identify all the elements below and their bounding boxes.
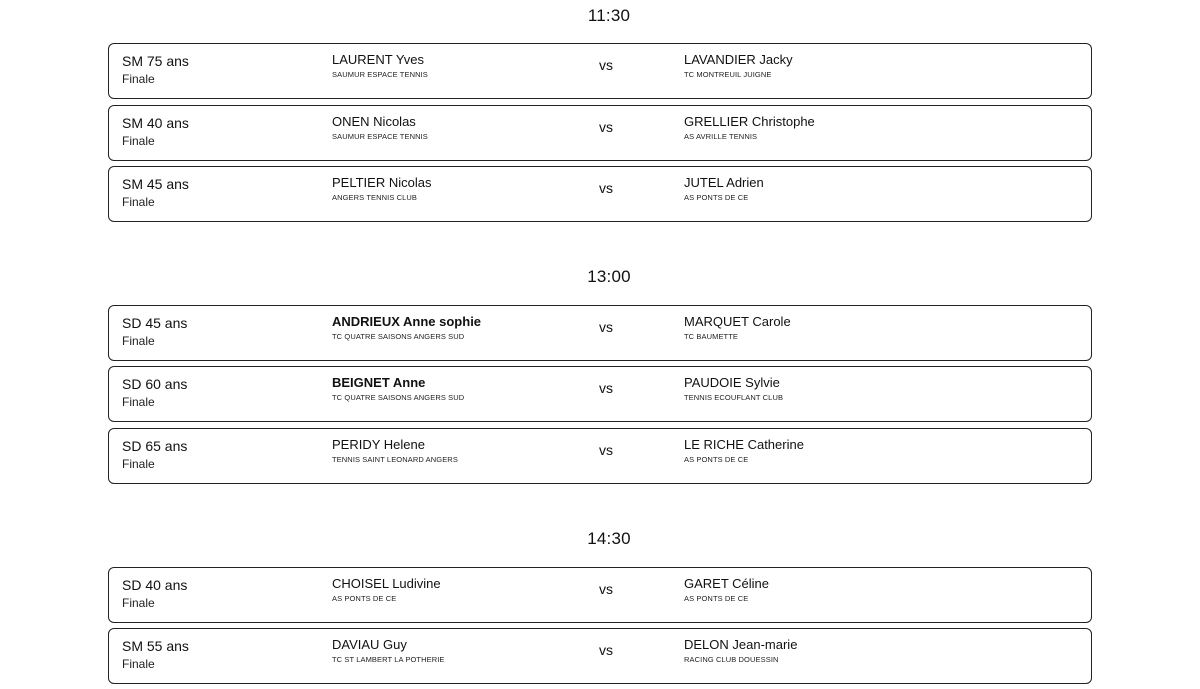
player1-club: SAUMUR ESPACE TENNIS: [332, 132, 428, 141]
player1-club: TC QUATRE SAISONS ANGERS SUD: [332, 332, 465, 341]
match-card: [108, 166, 1092, 222]
versus-label: vs: [599, 380, 613, 396]
player2-name: GRELLIER Christophe: [684, 114, 815, 129]
player1-club: TC ST LAMBERT LA POTHERIE: [332, 655, 445, 664]
player1-name: CHOISEL Ludivine: [332, 576, 441, 591]
match-category: SM 45 ans: [122, 176, 189, 192]
player1-name: DAVIAU Guy: [332, 637, 407, 652]
player1-club: SAUMUR ESPACE TENNIS: [332, 70, 428, 79]
match-card: [108, 43, 1092, 99]
player1-name: PELTIER Nicolas: [332, 175, 432, 190]
match-category: SM 75 ans: [122, 53, 189, 69]
player2-club: TENNIS ECOUFLANT CLUB: [684, 393, 784, 402]
player2-name: DELON Jean-marie: [684, 637, 798, 652]
match-round: Finale: [122, 195, 155, 209]
versus-label: vs: [599, 119, 613, 135]
player2-name: JUTEL Adrien: [684, 175, 764, 190]
match-card: [108, 428, 1092, 484]
player2-club: TC MONTREUIL JUIGNE: [684, 70, 772, 79]
player2-name: LAVANDIER Jacky: [684, 52, 793, 67]
versus-label: vs: [599, 442, 613, 458]
player2-club: AS PONTS DE CE: [684, 193, 749, 202]
player2-club: AS PONTS DE CE: [684, 594, 749, 603]
match-round: Finale: [122, 596, 155, 610]
versus-label: vs: [599, 642, 613, 658]
versus-label: vs: [599, 581, 613, 597]
player1-name: ONEN Nicolas: [332, 114, 416, 129]
match-category: SD 45 ans: [122, 315, 188, 331]
player2-name: MARQUET Carole: [684, 314, 791, 329]
match-round: Finale: [122, 72, 155, 86]
versus-label: vs: [599, 180, 613, 196]
match-card: [108, 567, 1092, 623]
session-time-heading: 13:00: [587, 267, 631, 286]
match-category: SD 40 ans: [122, 577, 188, 593]
versus-label: vs: [599, 57, 613, 73]
match-round: Finale: [122, 657, 155, 671]
match-card: [108, 366, 1092, 422]
player1-name-winner: BEIGNET Anne: [332, 375, 426, 390]
player1-club: ANGERS TENNIS CLUB: [332, 193, 418, 202]
player1-name-winner: ANDRIEUX Anne sophie: [332, 314, 482, 329]
player2-club: AS PONTS DE CE: [684, 455, 749, 464]
match-card: [108, 105, 1092, 161]
match-round: Finale: [122, 334, 155, 348]
session-time-heading: 14:30: [587, 529, 631, 548]
player1-name: LAURENT Yves: [332, 52, 425, 67]
player2-name: LE RICHE Catherine: [684, 437, 804, 452]
match-card: [108, 305, 1092, 361]
versus-label: vs: [599, 319, 613, 335]
player1-club: AS PONTS DE CE: [332, 594, 397, 603]
player2-name: GARET Céline: [684, 576, 770, 591]
match-round: Finale: [122, 395, 155, 409]
player2-club: TC BAUMETTE: [684, 332, 739, 341]
match-category: SM 55 ans: [122, 638, 189, 654]
match-category: SM 40 ans: [122, 115, 189, 131]
session-time-heading: 11:30: [587, 6, 631, 25]
match-round: Finale: [122, 457, 155, 471]
player2-club: AS AVRILLE TENNIS: [684, 132, 758, 141]
match-category: SD 65 ans: [122, 438, 188, 454]
match-category: SD 60 ans: [122, 376, 188, 392]
player2-club: RACING CLUB DOUESSIN: [684, 655, 779, 664]
player1-club: TENNIS SAINT LEONARD ANGERS: [332, 455, 458, 464]
match-round: Finale: [122, 134, 155, 148]
player2-name: PAUDOIE Sylvie: [684, 375, 780, 390]
player1-club: TC QUATRE SAISONS ANGERS SUD: [332, 393, 465, 402]
match-card: [108, 628, 1092, 684]
player1-name: PERIDY Helene: [332, 437, 425, 452]
